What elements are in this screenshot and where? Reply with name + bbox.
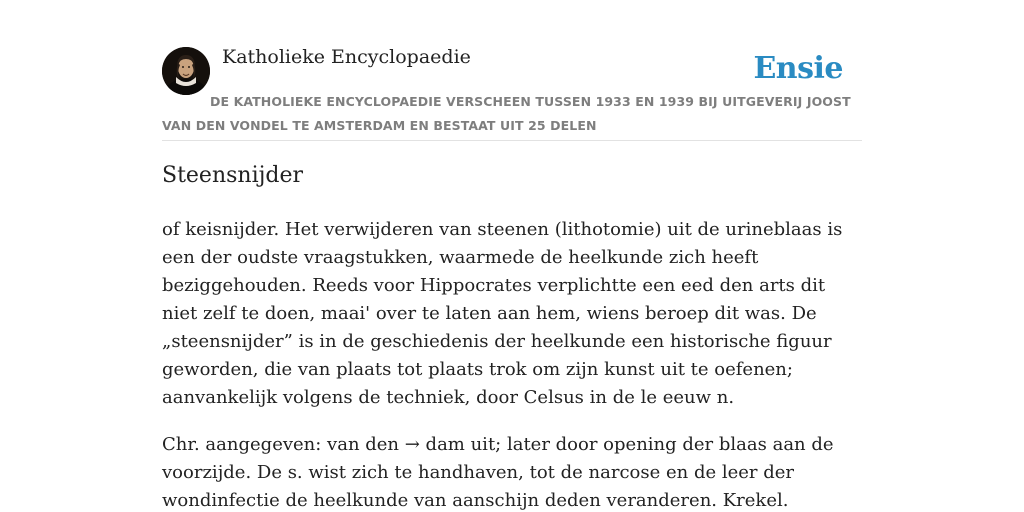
site-header xyxy=(162,0,862,141)
article-body xyxy=(162,216,862,512)
article-title: Steensnijder xyxy=(162,163,304,188)
site-subtitle: DE KATHOLIEKE ENCYCLOPAEDIE VERSCHEEN TUSSEN 1933 EN 1939 BIJ UITGEVERIJ JOOST VAN DEN VONDEL TE AMSTERDAM EN BESTAAT UIT 25 DELEN xyxy=(162,94,851,133)
article-paragraph: Chr. aangegeven: van den → dam uit; later door opening der blaas aan de voorzijde. De s. wist zich te handhaven, tot de narcose en de leer der wondinfectie de heelkunde van aanschijn deden veranderen. Krekel. xyxy=(162,434,834,511)
site-title[interactable]: Katholieke Encyclopaedie xyxy=(222,46,471,68)
brand-logo-link[interactable]: Ensie xyxy=(753,51,843,86)
page-container xyxy=(162,0,862,511)
portrait-icon[interactable] xyxy=(162,47,210,95)
article-paragraph: of keisnijder. Het verwijderen van steenen (lithotomie) uit de urineblaas is een der oudste vraagstukken, waarmede de heelkunde zich heeft beziggehouden. Reeds voor Hippocrates verplichtte een eed den arts dit niet zelf te doen, maai' over te laten aan hem, wiens beroep dit was. De „steensnijder” is in de geschiedenis der heelkunde een historische figuur geworden, die van plaats tot plaats trok om zijn kunst uit te oefenen; aanvankelijk volgens de techniek, door Celsus in de le eeuw n. xyxy=(162,219,843,408)
